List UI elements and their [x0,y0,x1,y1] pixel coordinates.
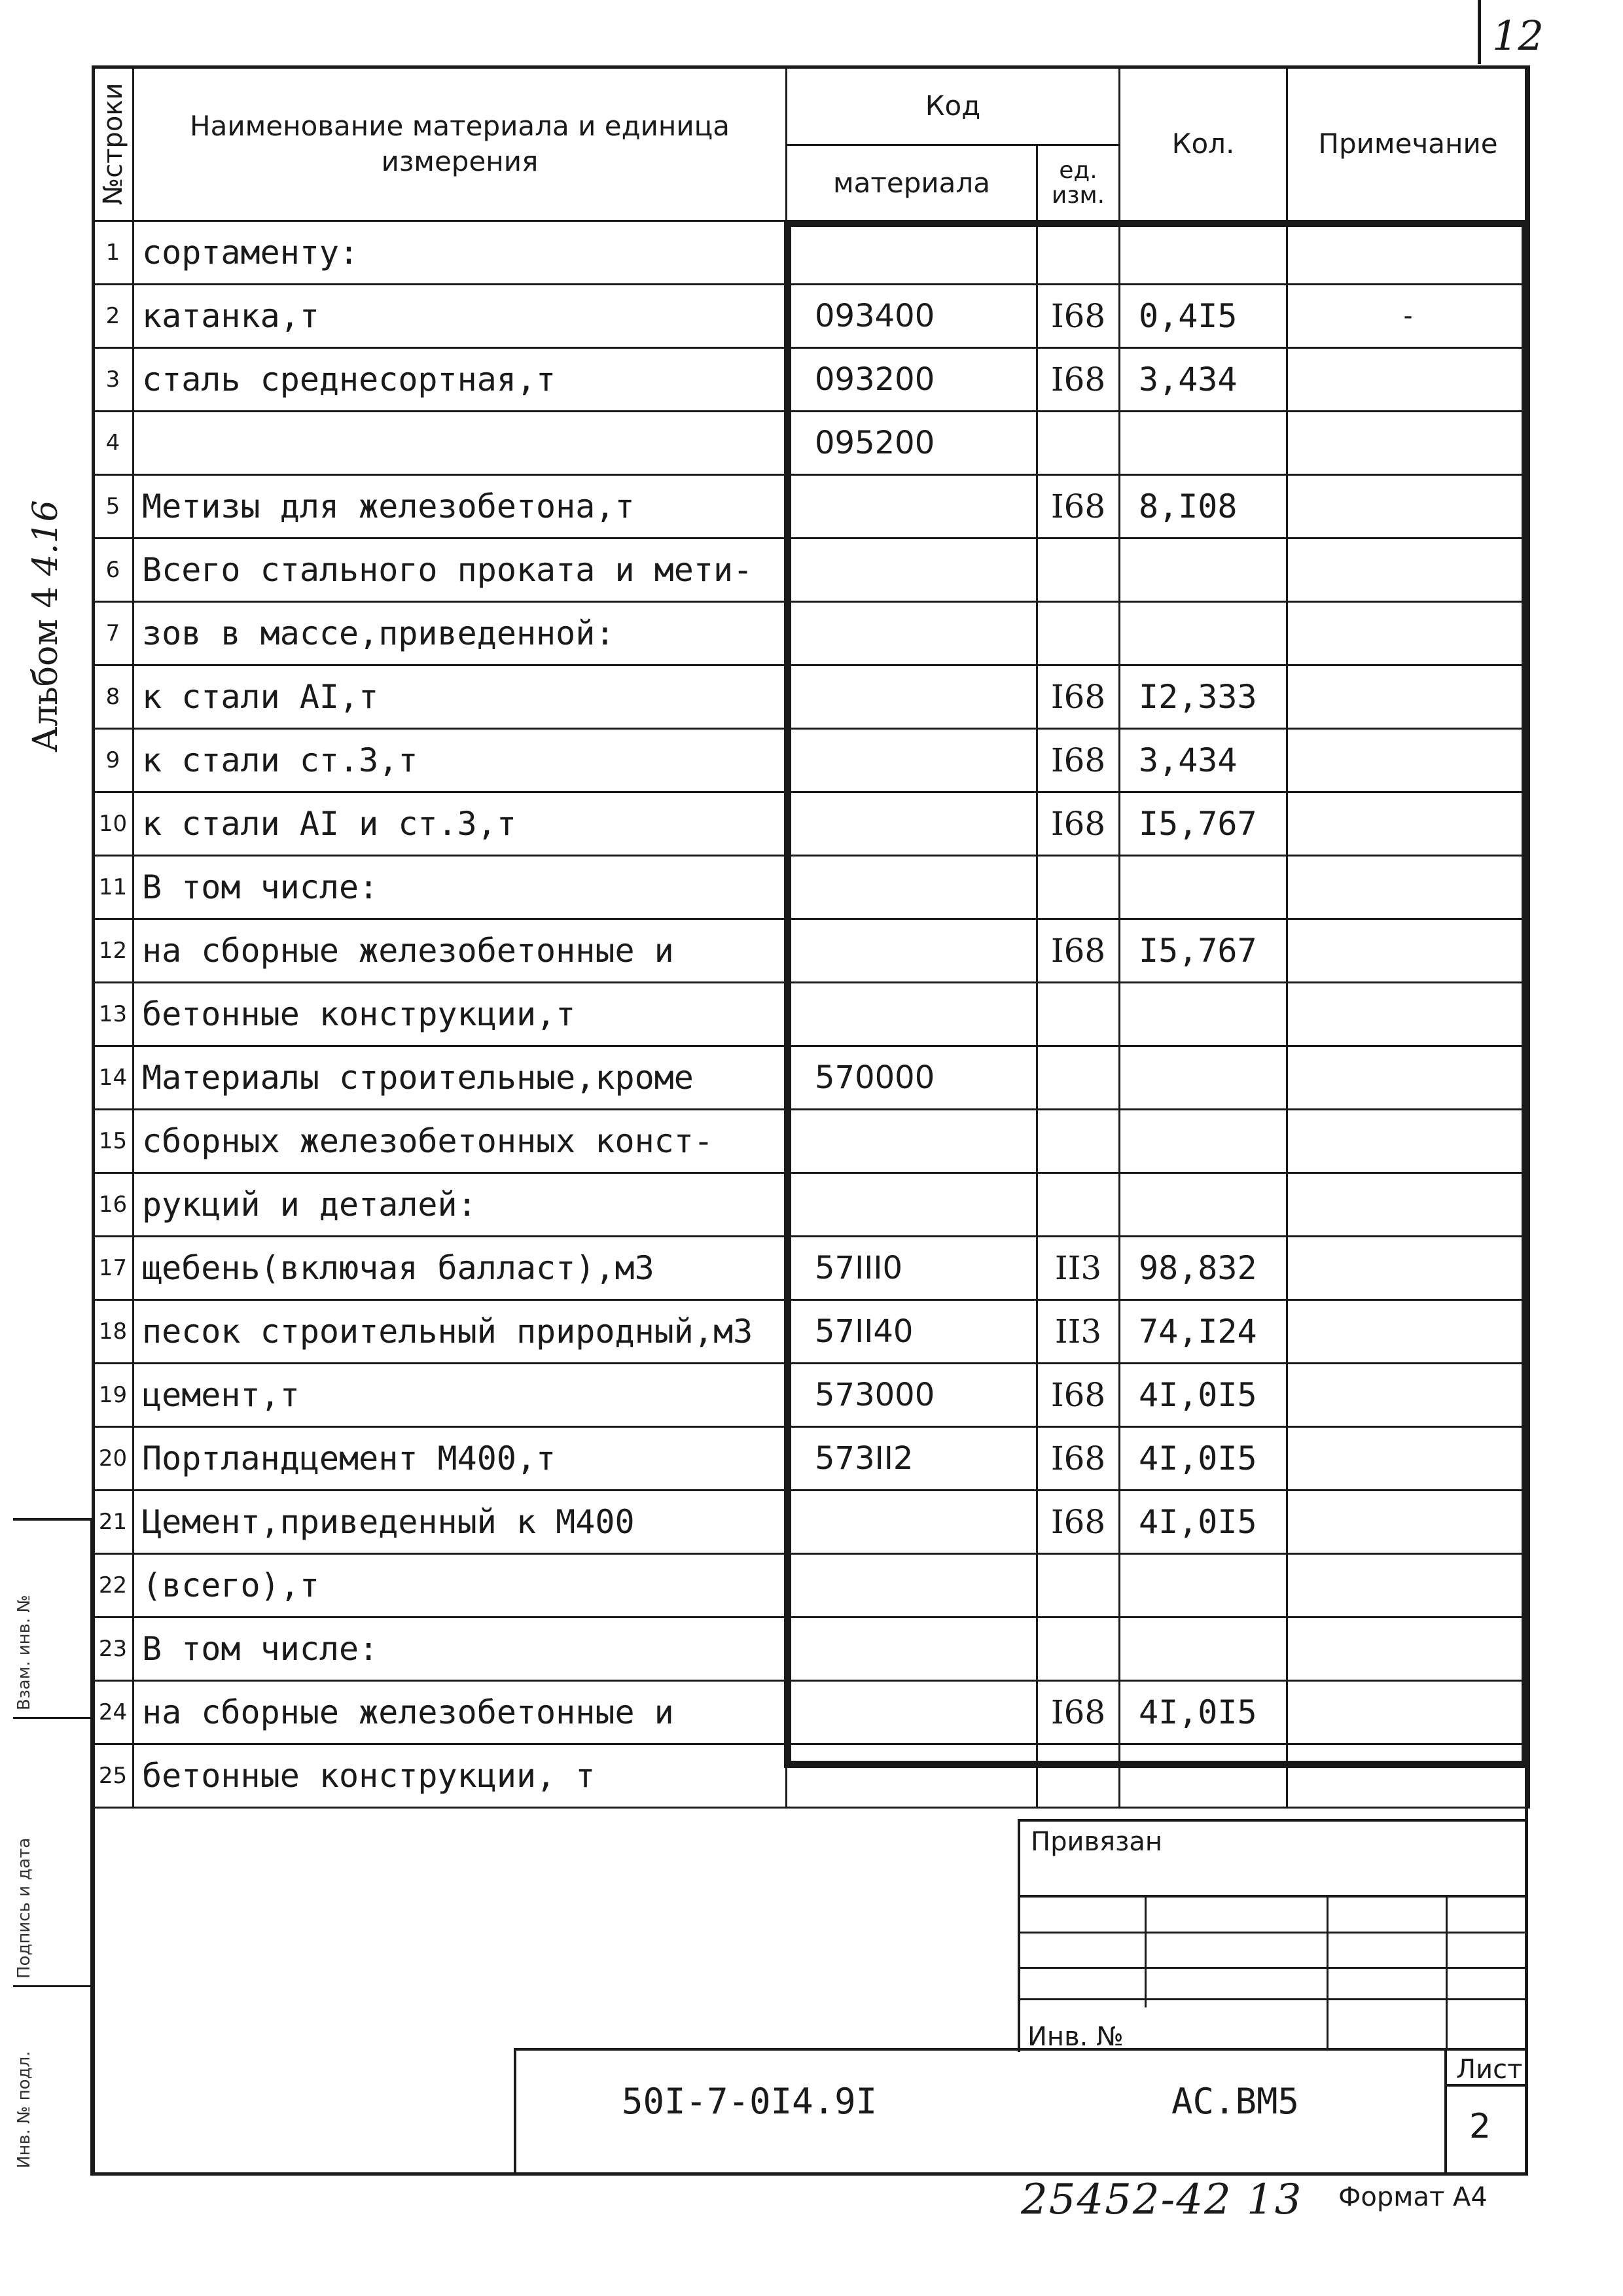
note-cell [1287,919,1529,983]
album-label [26,500,65,752]
unit-code-cell [1037,412,1120,475]
unit-code-cell: I68 [1037,665,1120,729]
corner-page-note: 12 [1492,12,1544,60]
material-name-cell: песок строительный природный,м3 [134,1300,787,1364]
unit-code-cell: I68 [1037,1427,1120,1491]
table-row [93,665,1529,729]
material-code-cell: 57II40 [787,1300,1037,1364]
unit-code-cell [1037,221,1120,285]
margin-label-signature-date: Подпись и дата [14,1837,34,1979]
note-cell: - [1287,285,1529,348]
row-number-cell: 11 [93,856,134,919]
material-code-cell [787,1617,1037,1681]
note-cell [1287,539,1529,602]
note-cell [1287,1491,1529,1554]
table-row [93,792,1529,856]
table-row [93,1110,1529,1173]
material-code-cell: 570000 [787,1046,1037,1110]
note-cell [1287,1300,1529,1364]
privyazan-label: Привязан [1031,1827,1163,1857]
note-cell [1287,1237,1529,1300]
header-material-name: Наименование материала и единица измерения [134,67,787,221]
material-code-cell [787,1491,1037,1554]
table-row [93,1046,1529,1110]
margin-stamp [13,1518,93,2176]
table-row [93,1681,1529,1744]
quantity-cell [1120,1617,1287,1681]
note-cell [1287,1110,1529,1173]
quantity-cell [1120,221,1287,285]
material-code-cell [787,729,1037,792]
material-name-cell [134,412,787,475]
table-row [93,1491,1529,1554]
table-row [93,1554,1529,1617]
table-row [93,412,1529,475]
row-number-cell: 24 [93,1681,134,1744]
material-code-cell [787,475,1037,539]
note-cell [1287,1364,1529,1427]
row-number-cell: 14 [93,1046,134,1110]
material-code-cell [787,792,1037,856]
table-row [93,1744,1529,1808]
material-name-cell: сортаменту: [134,221,787,285]
row-number-cell: 10 [93,792,134,856]
quantity-cell [1120,539,1287,602]
table-row [93,919,1529,983]
material-name-cell: рукций и деталей: [134,1173,787,1237]
unit-code-cell: I68 [1037,285,1120,348]
row-number-cell: 2 [93,285,134,348]
material-name-cell: В том числе: [134,1617,787,1681]
margin-label-original-inv: Инв. № подл. [14,2051,34,2168]
note-cell [1287,729,1529,792]
table-row [93,285,1529,348]
grid-line [1020,1895,1525,1897]
row-number-cell: 5 [93,475,134,539]
material-code-cell [787,1110,1037,1173]
unit-code-cell: I68 [1037,348,1120,412]
row-number-cell: 6 [93,539,134,602]
grid-line [1446,1895,1448,2048]
material-code-cell [787,919,1037,983]
quantity-cell: I5,767 [1120,792,1287,856]
note-cell [1287,983,1529,1046]
material-code-cell [787,221,1037,285]
material-name-cell: сборных железобетонных конст- [134,1110,787,1173]
note-cell [1287,856,1529,919]
note-cell [1287,1744,1529,1808]
header-row-number: №строки [93,67,134,221]
grid-line [1020,1932,1525,1934]
row-number-cell: 3 [93,348,134,412]
material-name-cell: Цемент,приведенный к М400 [134,1491,787,1554]
table-row [93,1300,1529,1364]
material-name-cell: к стали АI,т [134,665,787,729]
unit-code-cell: I68 [1037,1491,1120,1554]
quantity-cell: 4I,0I5 [1120,1364,1287,1427]
material-code-cell [787,856,1037,919]
unit-code-cell [1037,983,1120,1046]
quantity-cell: 4I,0I5 [1120,1681,1287,1744]
quantity-cell [1120,1173,1287,1237]
header-material-code: материала [787,145,1037,221]
material-name-cell: Материалы строительные,кроме [134,1046,787,1110]
unit-code-cell: I68 [1037,919,1120,983]
material-name-cell: В том числе: [134,856,787,919]
material-code-cell [787,665,1037,729]
material-code-cell [787,1173,1037,1237]
material-name-cell: щебень(включая балласт),м3 [134,1237,787,1300]
margin-label-replace-inv: Взам. инв. № [14,1595,34,1710]
unit-code-cell [1037,1046,1120,1110]
table-body [93,221,1529,1808]
row-number-cell: 17 [93,1237,134,1300]
quantity-cell: 4I,0I5 [1120,1427,1287,1491]
footer-handwritten-number: 25452-42 13 [1021,2176,1303,2224]
row-number-cell: 12 [93,919,134,983]
quantity-cell [1120,1554,1287,1617]
table-row [93,856,1529,919]
row-number-cell: 21 [93,1491,134,1554]
grid-line [1020,1967,1525,1969]
unit-code-cell [1037,1173,1120,1237]
material-code-cell: 57III0 [787,1237,1037,1300]
grid-line [1327,1895,1329,2048]
album-text: Альбом 4 [26,586,65,752]
material-code-cell [787,602,1037,665]
material-code-cell: 573000 [787,1364,1037,1427]
material-name-cell: к стали ст.3,т [134,729,787,792]
corner-rule [1478,0,1481,64]
material-name-cell: к стали АI и ст.3,т [134,792,787,856]
document-number: 50I-7-0I4.9I [622,2081,878,2122]
unit-code-cell [1037,1554,1120,1617]
header-quantity: Кол. [1120,67,1287,221]
grid-line [1145,1895,1147,2007]
table-row [93,1237,1529,1300]
sheet-label: Лист [1456,2055,1523,2085]
row-number-cell: 4 [93,412,134,475]
material-name-cell: Всего стального проката и мети- [134,539,787,602]
row-number-cell: 25 [93,1744,134,1808]
quantity-cell: I5,767 [1120,919,1287,983]
row-number-cell: 19 [93,1364,134,1427]
margin-cell-signature [13,1717,90,1987]
header-code: Код [787,67,1120,145]
unit-code-cell [1037,1744,1120,1808]
material-name-cell: катанка,т [134,285,787,348]
quantity-cell: 74,I24 [1120,1300,1287,1364]
header-note: Примечание [1287,67,1529,221]
table-row [93,729,1529,792]
material-name-cell: бетонные конструкции,т [134,983,787,1046]
table-row [93,221,1529,285]
footer-format: Формат А4 [1338,2182,1488,2212]
material-code-cell: 093200 [787,348,1037,412]
note-cell [1287,1427,1529,1491]
table-row [93,1173,1529,1237]
material-name-cell: на сборные железобетонные и [134,1681,787,1744]
note-cell [1287,221,1529,285]
table-row [93,983,1529,1046]
note-cell [1287,665,1529,729]
document-mark: АС.ВМ5 [1171,2081,1300,2122]
quantity-cell [1120,1046,1287,1110]
unit-code-cell [1037,539,1120,602]
material-name-cell: Метизы для железобетона,т [134,475,787,539]
table-row [93,1617,1529,1681]
material-code-cell [787,1681,1037,1744]
quantity-cell [1120,602,1287,665]
quantity-cell [1120,412,1287,475]
row-number-cell: 7 [93,602,134,665]
grid-line [1020,1998,1525,2000]
note-cell [1287,1617,1529,1681]
unit-code-cell [1037,1110,1120,1173]
note-cell [1287,475,1529,539]
material-name-cell: Портландцемент М400,т [134,1427,787,1491]
unit-code-cell [1037,602,1120,665]
material-name-cell: бетонные конструкции, т [134,1744,787,1808]
note-cell [1287,412,1529,475]
row-number-cell: 9 [93,729,134,792]
note-cell [1287,1046,1529,1110]
sheet-number: 2 [1469,2107,1491,2146]
table-row [93,602,1529,665]
quantity-cell [1120,983,1287,1046]
row-number-cell: 20 [93,1427,134,1491]
quantity-cell [1120,1744,1287,1808]
unit-code-cell: I68 [1037,792,1120,856]
material-name-cell: сталь среднесортная,т [134,348,787,412]
note-cell [1287,602,1529,665]
material-name-cell: зов в массе,приведенной: [134,602,787,665]
note-cell [1287,792,1529,856]
row-number-cell: 1 [93,221,134,285]
row-number-cell: 13 [93,983,134,1046]
margin-cell-replace [13,1521,90,1719]
material-code-cell [787,539,1037,602]
table-row [93,539,1529,602]
unit-code-cell [1037,1617,1120,1681]
note-cell [1287,348,1529,412]
quantity-cell [1120,1110,1287,1173]
note-cell [1287,1173,1529,1237]
quantity-cell [1120,856,1287,919]
inventory-number-label: Инв. № [1027,2022,1124,2052]
row-number-cell: 8 [93,665,134,729]
material-code-cell [787,983,1037,1046]
row-number-cell: 23 [93,1617,134,1681]
unit-code-cell [1037,856,1120,919]
row-number-cell: 16 [93,1173,134,1237]
unit-code-cell: II3 [1037,1237,1120,1300]
specification-table [92,65,1530,1809]
row-number-cell: 18 [93,1300,134,1364]
quantity-cell: 3,434 [1120,729,1287,792]
note-cell [1287,1681,1529,1744]
table-row [93,1364,1529,1427]
material-code-cell [787,1554,1037,1617]
unit-code-cell: I68 [1037,1364,1120,1427]
quantity-cell: 8,I08 [1120,475,1287,539]
unit-code-cell: I68 [1037,475,1120,539]
quantity-cell: I2,333 [1120,665,1287,729]
material-code-cell: 095200 [787,412,1037,475]
material-code-cell [787,1744,1037,1808]
unit-code-cell: I68 [1037,1681,1120,1744]
row-number-cell: 22 [93,1554,134,1617]
material-code-cell: 573II2 [787,1427,1037,1491]
quantity-cell: 4I,0I5 [1120,1491,1287,1554]
material-name-cell: (всего),т [134,1554,787,1617]
table-row [93,348,1529,412]
quantity-cell: 98,832 [1120,1237,1287,1300]
row-number-cell: 15 [93,1110,134,1173]
table-row [93,475,1529,539]
material-name-cell: цемент,т [134,1364,787,1427]
album-handwritten: 4.16 [26,500,65,576]
table-row [93,1427,1529,1491]
note-cell [1287,1554,1529,1617]
quantity-cell: 0,4I5 [1120,285,1287,348]
unit-code-cell: II3 [1037,1300,1120,1364]
header-unit: ед. изм. [1037,145,1120,221]
unit-code-cell: I68 [1037,729,1120,792]
margin-cell-original [13,1985,90,2175]
quantity-cell: 3,434 [1120,348,1287,412]
material-code-cell: 093400 [787,285,1037,348]
material-name-cell: на сборные железобетонные и [134,919,787,983]
